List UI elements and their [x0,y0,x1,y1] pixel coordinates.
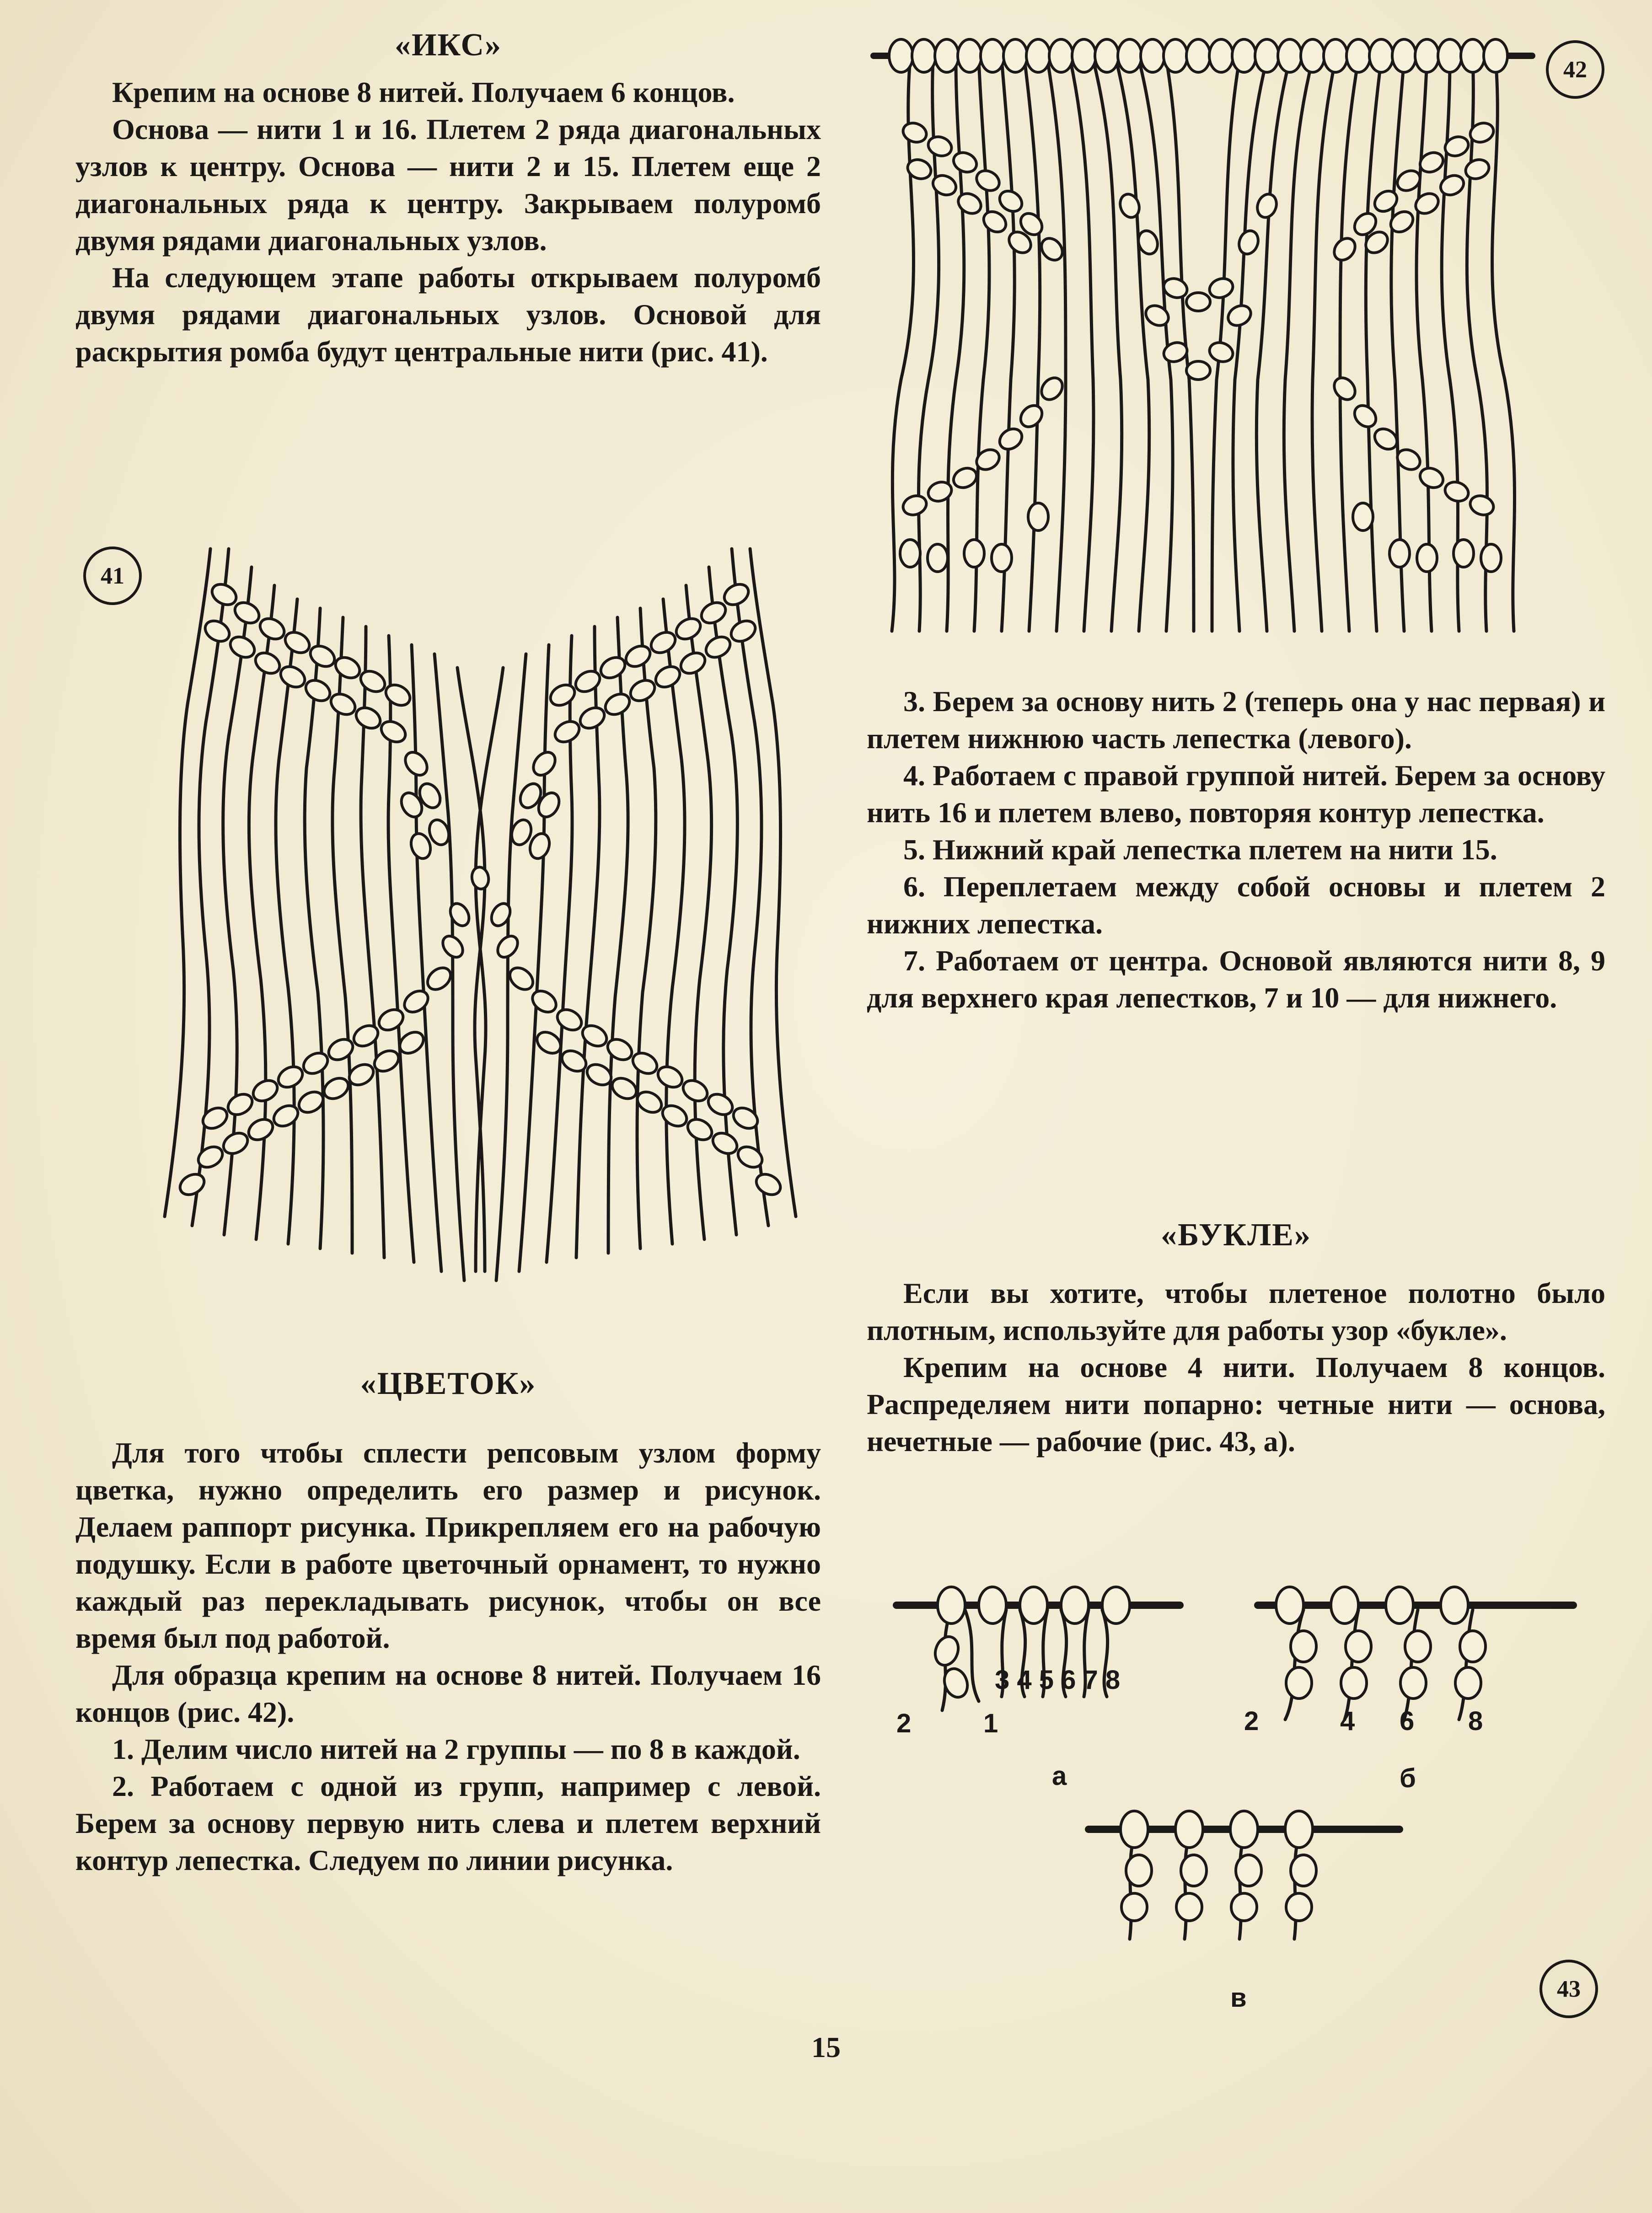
fig43b-thread-6: 6 [1400,1706,1415,1736]
step-7: 7. Работаем от центра. Основой являются нити 8, 9 для верхнего края лепестков, 7 и 10 — для нижнего. [867,944,1605,1014]
iks-paragraph-2: Основа — нити 1 и 16. Плетем 2 ряда диагональных узлов к центру. Основа — нити 2 и 15. Плетем еще 2 диагональных ряда к центру. Закрываем полуромб двумя рядами диагональных узлов. [75,113,821,257]
step-4: 4. Работаем с правой группой нитей. Берем за основу нить 16 и плетем влево, повторяя контур лепестка. [867,759,1605,829]
tsvetok-paragraph-2: Для образца крепим на основе 8 нитей. Получаем 16 концов (рис. 42). [75,1659,821,1728]
page-number: 15 [811,2031,841,2063]
heading-tsvetok: «ЦВЕТОК» [360,1366,536,1401]
iks-paragraph-1: Крепим на основе 8 нитей. Получаем 6 концов. [112,76,735,108]
fig43a-thread-2: 2 [896,1709,912,1738]
figure-42-knot-diagram [874,32,1532,640]
tsvetok-paragraph-1: Для того чтобы сплести репсовым узлом форму цветка, нужно определить его размер и рисунок. Делаем раппорт рисунка. Прикрепляем его на рабочую подушку. Если в работе цветочный орнамент, то нужно каждый раз перекладывать рисунок, чтобы он все время был под работой. [75,1436,821,1654]
bukle-paragraph-2: Крепим на основе 4 нити. Получаем 8 концов. Распределяем нити попарно: четные нити — основа, нечетные — рабочие (рис. 43, а). [867,1351,1605,1457]
fig43a-thread-numbers: 3 4 5 6 7 8 [995,1665,1121,1695]
fig43-label-a: а [1052,1761,1067,1791]
fig43a-thread-1: 1 [983,1709,998,1738]
step-5: 5. Нижний край лепестка плетем на нити 15. [903,833,1497,866]
fig43-label-b: б [1400,1763,1416,1793]
step-6: 6. Переплетаем между собой основы и плетем 2 нижних лепестка. [867,870,1605,940]
tsvetok-paragraph-4: 2. Работаем с одной из групп, например с левой. Берем за основу первую нить слева и плетем верхний контур лепестка. Следуем по линии рисунка. [75,1770,821,1876]
figure-43-number: 43 [1539,1960,1598,2018]
fig43b-thread-2: 2 [1244,1706,1259,1736]
section-bukle [867,1216,1605,1460]
section-iks [75,27,821,370]
tsvetok-paragraph-3: 1. Делим число нитей на 2 группы — по 8 в каждой. [112,1733,800,1765]
heading-iks: «ИКС» [394,27,502,63]
figure-42-number: 42 [1546,40,1604,99]
bukle-paragraph-1: Если вы хотите, чтобы плетеное полотно было плотным, используйте для работы узор «букле». [867,1277,1605,1346]
heading-bukle: «БУКЛЕ» [1161,1217,1311,1253]
fig43-label-v: в [1230,1983,1247,2013]
figure-41-knot-diagram [137,530,823,1285]
fig43b-thread-4: 4 [1340,1706,1355,1736]
section-tsvetok [75,1365,821,1879]
step-3: 3. Берем за основу нить 2 (теперь она у нас первая) и плетем нижнюю часть лепестка (левого). [867,685,1605,755]
figure-43-knot-diagram [896,1573,1582,2031]
fig43b-thread-8: 8 [1468,1706,1483,1736]
iks-paragraph-3: На следующем этапе работы открываем полуромб двумя рядами диагональных узлов. Основой для раскрытия ромба будут центральные нити (рис. 41). [75,261,821,368]
figure-41-number: 41 [83,547,142,605]
section-tsvetok-steps [867,683,1605,1016]
